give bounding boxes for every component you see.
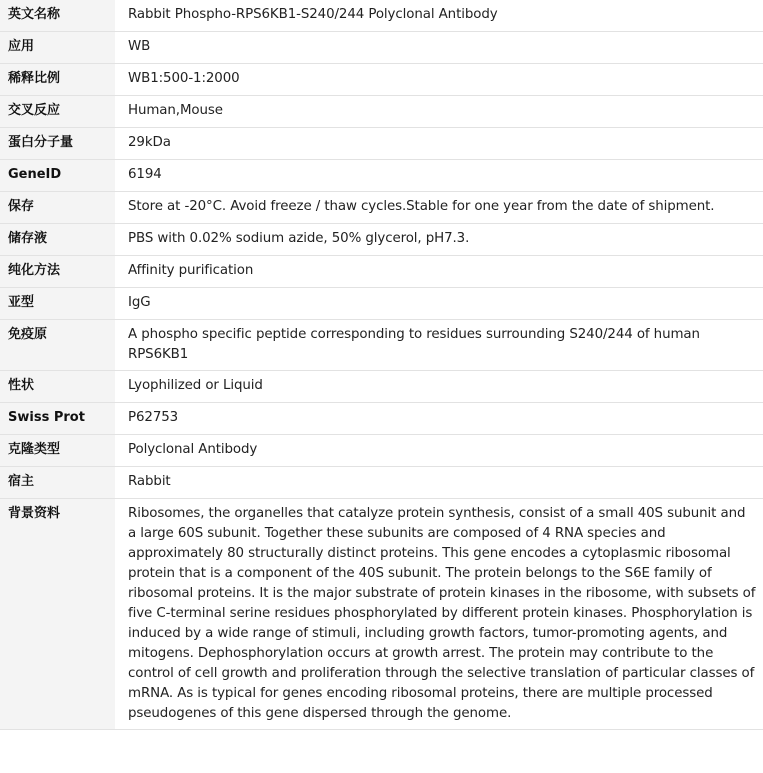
row-cross-reactivity (0, 96, 763, 128)
row-clonality (0, 435, 763, 467)
row-value: P62753 (115, 403, 763, 435)
row-value: 6194 (115, 160, 763, 192)
row-label: 免疫原 (0, 320, 115, 371)
row-label: GeneID (0, 160, 115, 192)
row-purification (0, 256, 763, 288)
row-label: 保存 (0, 192, 115, 224)
row-dilution (0, 64, 763, 96)
row-value: Rabbit Phospho-RPS6KB1-S240/244 Polyclonal Antibody (115, 0, 763, 32)
row-value: WB1:500-1:2000 (115, 64, 763, 96)
row-label: 交叉反应 (0, 96, 115, 128)
row-label: Swiss Prot (0, 403, 115, 435)
row-host (0, 467, 763, 499)
row-background (0, 499, 763, 730)
row-value: IgG (115, 288, 763, 320)
row-label: 蛋白分子量 (0, 128, 115, 160)
row-value: PBS with 0.02% sodium azide, 50% glycerol, pH7.3. (115, 224, 763, 256)
row-storage (0, 192, 763, 224)
row-application (0, 32, 763, 64)
row-storage-buffer (0, 224, 763, 256)
row-value: 29kDa (115, 128, 763, 160)
row-value: Lyophilized or Liquid (115, 371, 763, 403)
row-label: 性状 (0, 371, 115, 403)
row-value: WB (115, 32, 763, 64)
row-value: Affinity purification (115, 256, 763, 288)
row-label: 英文名称 (0, 0, 115, 32)
row-label: 纯化方法 (0, 256, 115, 288)
row-gene-id (0, 160, 763, 192)
row-label: 亚型 (0, 288, 115, 320)
row-swiss-prot (0, 403, 763, 435)
row-label: 储存液 (0, 224, 115, 256)
row-label: 稀释比例 (0, 64, 115, 96)
row-value: Store at -20°C. Avoid freeze / thaw cycles.Stable for one year from the date of shipment. (115, 192, 763, 224)
row-value: Polyclonal Antibody (115, 435, 763, 467)
row-label: 宿主 (0, 467, 115, 499)
row-label: 背景资料 (0, 499, 115, 730)
row-value: Rabbit (115, 467, 763, 499)
row-value: Ribosomes, the organelles that catalyze protein synthesis, consist of a small 40S subunit and a large 60S subunit. Together these subunits are composed of 4 RNA species and approximately 80 structurally distinct proteins. This gene encodes a cytoplasmic ribosomal protein that is a component of the 40S subunit. The protein belongs to the S6E family of ribosomal proteins. It is the major substrate of protein kinases in the ribosome, with subsets of five C-terminal serine residues phosphorylated by different protein kinases. Phosphorylation is induced by a wide range of stimuli, including growth factors, tumor-promoting agents, and mitogens. Dephosphorylation occurs at growth arrest. The protein may contribute to the control of cell growth and proliferation through the selective translation of particular classes of mRNA. As is typical for genes encoding ribosomal proteins, there are multiple processed pseudogenes of this gene dispersed through the genome. (115, 499, 763, 730)
row-molecular-weight (0, 128, 763, 160)
row-immunogen (0, 320, 763, 371)
row-value: Human,Mouse (115, 96, 763, 128)
row-isotype (0, 288, 763, 320)
row-form (0, 371, 763, 403)
row-value: A phospho specific peptide corresponding to residues surrounding S240/244 of human RPS6KB1 (115, 320, 763, 371)
row-label: 应用 (0, 32, 115, 64)
row-english-name (0, 0, 763, 32)
row-label: 克隆类型 (0, 435, 115, 467)
